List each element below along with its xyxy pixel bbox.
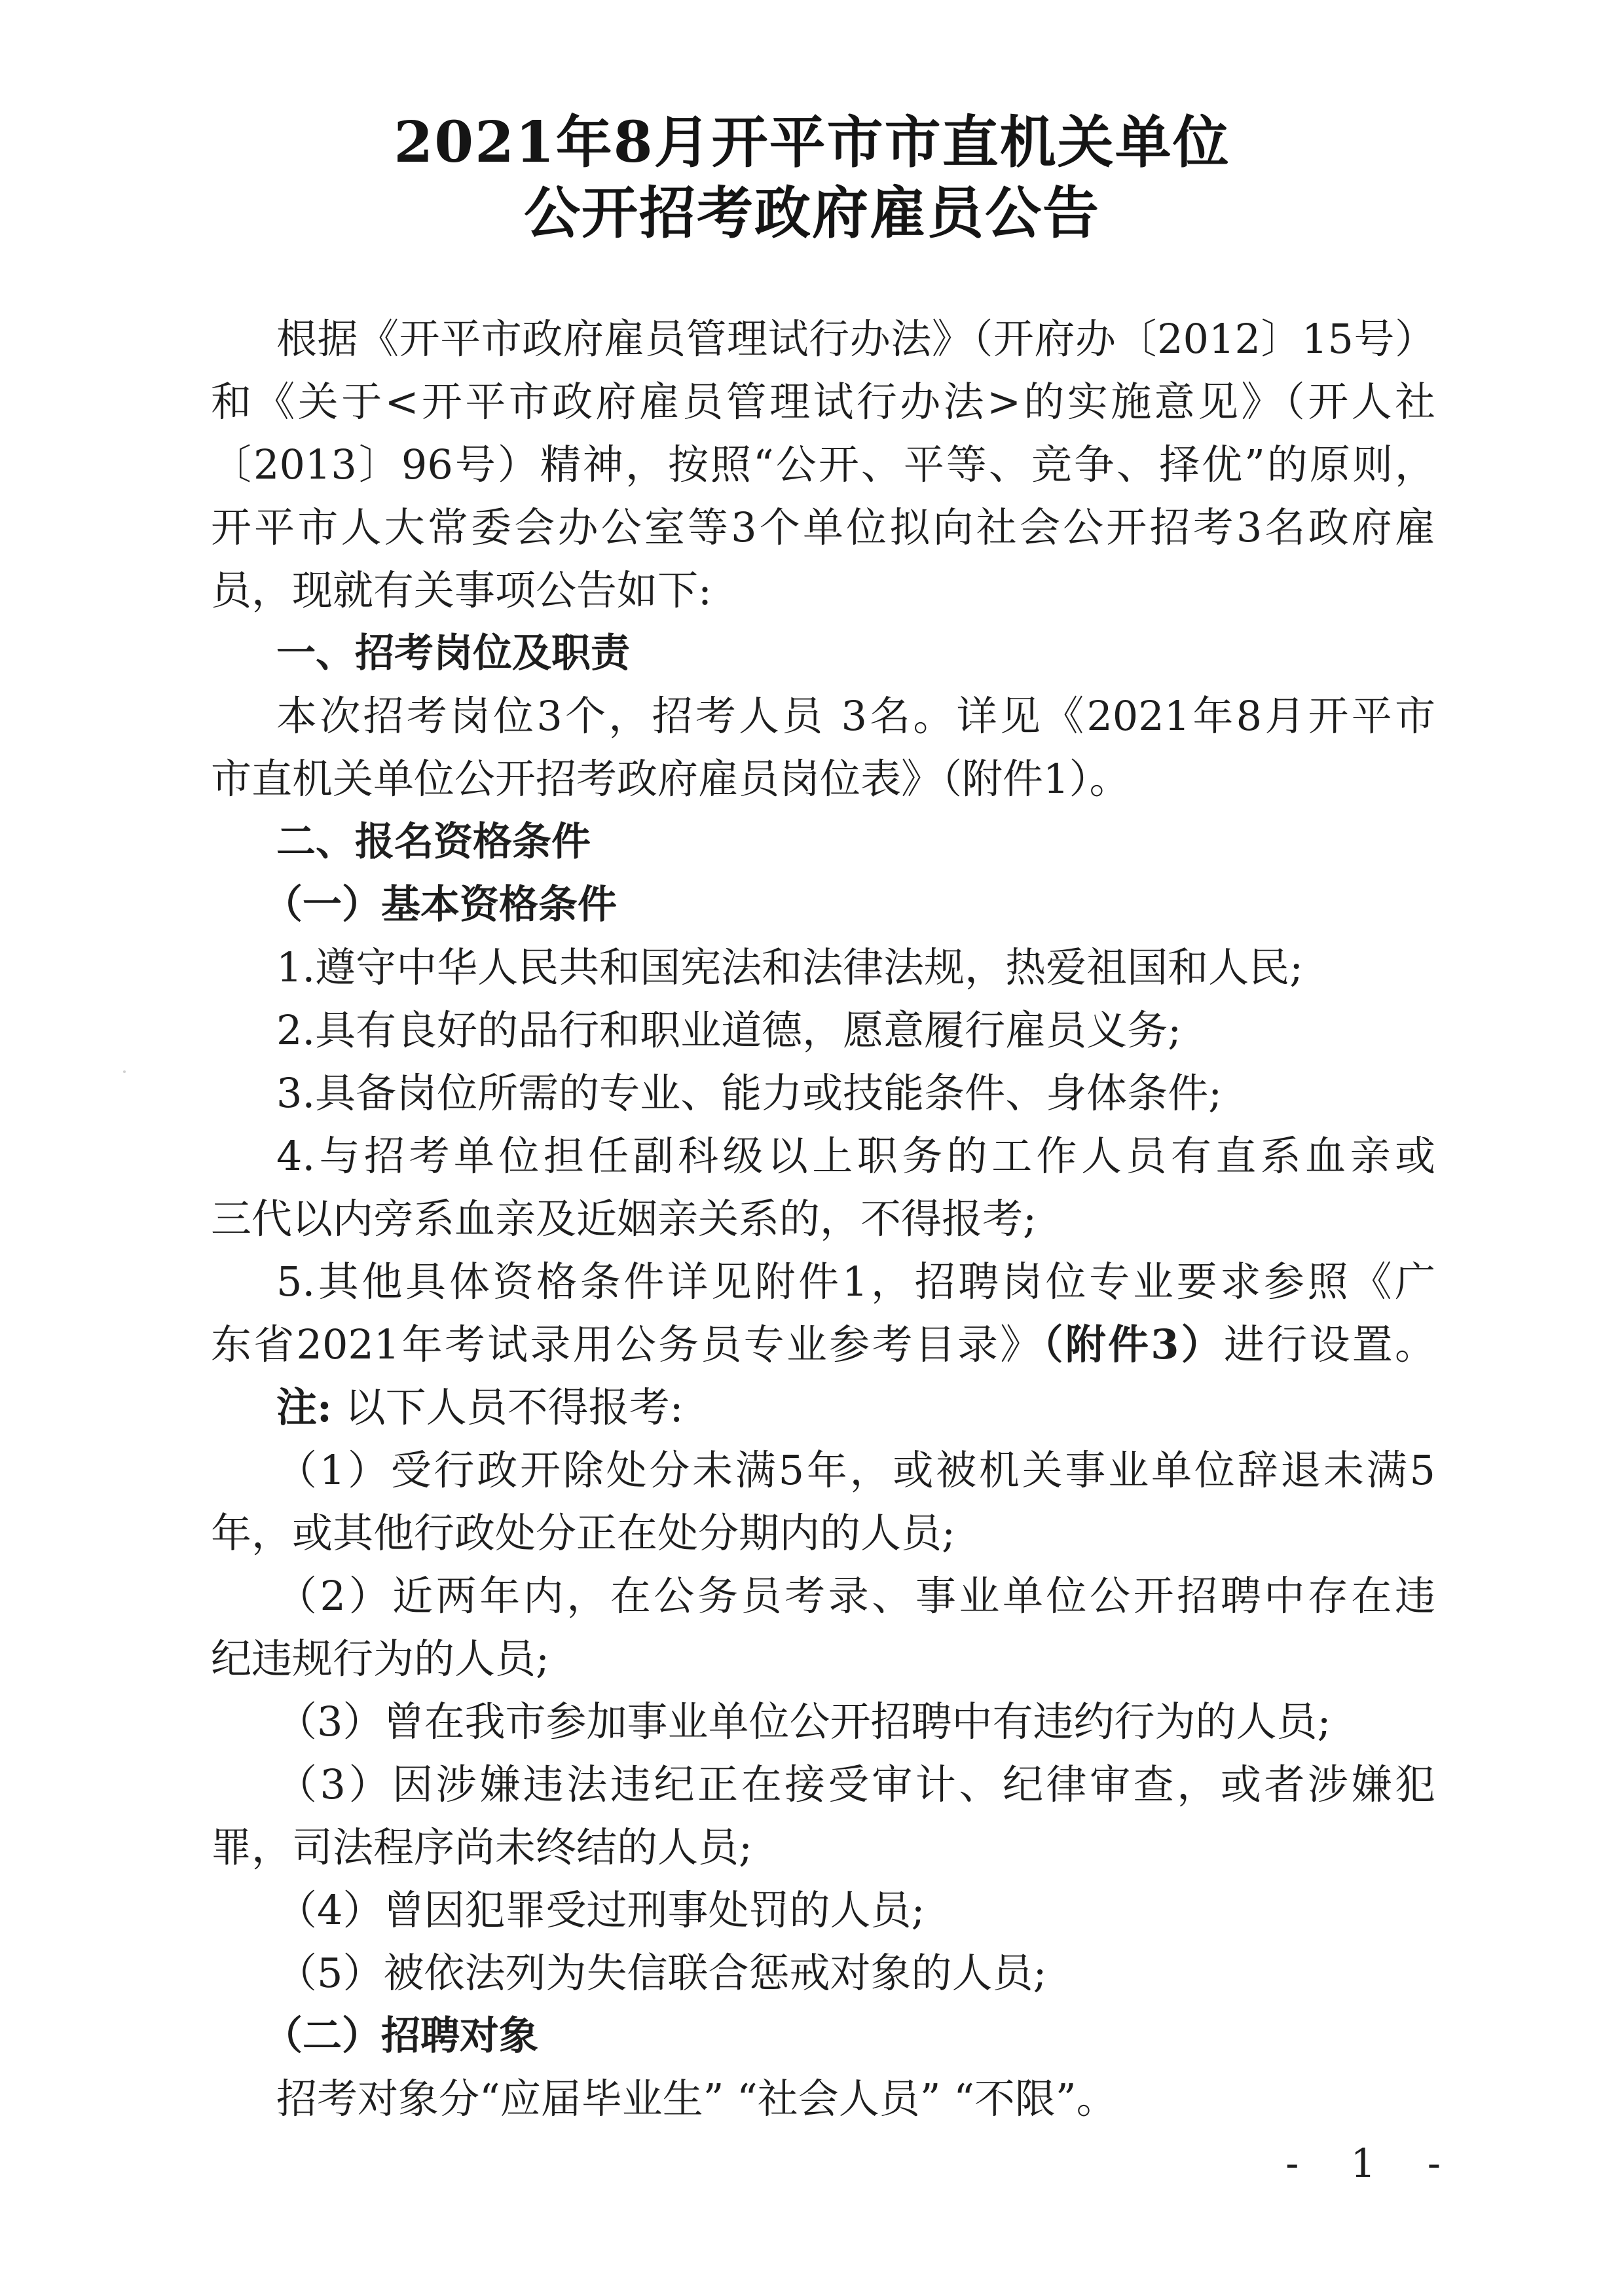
item5-attachment-ref: （附件3）	[1043, 1321, 1224, 1368]
section2-sub2-heading: （二）招聘对象	[263, 2013, 538, 2059]
note-line	[211, 1376, 1435, 1439]
qualification-item-4-line2: 三代以内旁系血亲及近姻亲关系的，不得报考;	[211, 1195, 1037, 1243]
intro-line-3: 〔2013〕96号）精神，按照“公开、平等、竞争、择优”的原则，	[211, 441, 1435, 488]
scan-artifact-dot	[123, 1070, 126, 1073]
exclusion-2-line2: 纪违规行为的人员;	[211, 1635, 549, 1683]
exclusion-3b-line1: （3）因涉嫌违法违纪正在接受审计、纪律审查，或者涉嫌犯	[276, 1760, 1435, 1808]
qualification-item-4-line1: 4.与招考单位担任副科级以上职务的工作人员有直系血亲或	[276, 1132, 1435, 1180]
exclusion-1-line2: 年，或其他行政处分正在处分期内的人员;	[211, 1509, 955, 1557]
section2-heading: 二、报名资格条件	[276, 819, 591, 865]
intro-line-1: 根据《开平市政府雇员管理试行办法》（开府办〔2012〕15号）	[276, 315, 1435, 363]
qualification-item-3: 3.具备岗位所需的专业、能力或技能条件、身体条件;	[276, 1069, 1223, 1117]
qualification-item-1: 1.遵守中华人民共和国宪法和法律法规，热爱祖国和人民;	[276, 943, 1304, 991]
intro-line-4: 开平市人大常委会办公室等3个单位拟向社会公开招考3名政府雇	[211, 503, 1435, 551]
item5-text-post: 进行设置。	[1223, 1321, 1435, 1368]
document-title-line2: 公开招考政府雇员公告	[524, 180, 1100, 246]
section1-line-1: 本次招考岗位3个，招考人员 3名。详见《2021年8月开平市	[276, 692, 1435, 740]
qualification-item-5-line2	[211, 1313, 1435, 1376]
exclusion-2-line1: （2）近两年内，在公务员考录、事业单位公开招聘中存在违	[276, 1572, 1435, 1620]
section2-sub1-heading: （一）基本资格条件	[263, 882, 617, 928]
note-text: 以下人员不得报考:	[344, 1383, 684, 1431]
note-label: 注:	[276, 1383, 332, 1431]
exclusion-3b-line2: 罪，司法程序尚未终结的人员;	[211, 1823, 752, 1871]
exclusion-4: （4）曾因犯罪受过刑事处罚的人员;	[276, 1886, 925, 1934]
page-number: - 1 -	[1285, 2141, 1460, 2187]
section1-line-2: 市直机关单位公开招考政府雇员岗位表》（附件1）。	[211, 755, 1130, 803]
qualification-item-2: 2.具有良好的品行和职业道德，愿意履行雇员义务;	[276, 1006, 1182, 1054]
document-title-line1: 2021年8月开平市市直机关单位	[394, 109, 1230, 175]
exclusion-3: （3）曾在我市参加事业单位公开招聘中有违约行为的人员;	[276, 1698, 1331, 1745]
exclusion-1-line1: （1）受行政开除处分未满5年，或被机关事业单位辞退未满5	[276, 1446, 1435, 1494]
recruitment-target-text: 招考对象分“应届毕业生” “社会人员” “不限”。	[276, 2075, 1117, 2123]
exclusion-5: （5）被依法列为失信联合惩戒对象的人员;	[276, 1949, 1047, 1997]
section1-heading: 一、招考岗位及职责	[276, 630, 630, 676]
intro-line-5: 员，现就有关事项公告如下:	[211, 566, 712, 614]
intro-line-2: 和《关于<开平市政府雇员管理试行办法>的实施意见》（开人社	[211, 378, 1435, 426]
item5-text-pre: 东省2021年考试录用公务员专业参考目录》	[211, 1321, 1043, 1368]
document-body	[211, 308, 1435, 2130]
qualification-item-5-line1: 5.其他具体资格条件详见附件1，招聘岗位专业要求参照《广	[276, 1258, 1435, 1305]
